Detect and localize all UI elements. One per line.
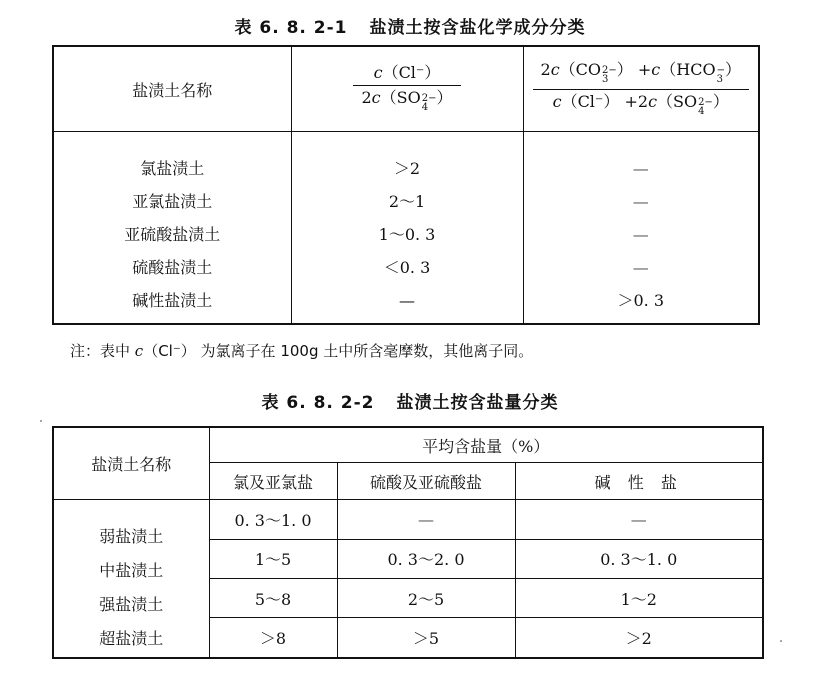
note-ion: （Cl⁻） [143,342,196,360]
scan-speck [40,420,42,422]
ratio2-numerator: 2c （CO 2− 3 ） +c （HCO − 3 ） [533,61,750,90]
scan-speck [780,640,782,642]
table1-header-name: 盐渍土名称 [53,46,291,132]
table2-cell: 0. 3～1. 0 [515,539,763,578]
table2-cell: ＞5 [337,618,515,658]
table1-caption: 盐渍土按含盐化学成分分类 [369,18,586,38]
table1-chemical-classification [52,45,760,325]
table1-number: 表 6. 8. 2-1 [234,18,348,38]
note-text: 为氯离子在 100g 土中所含毫摩数，其他离子同。 [200,342,534,360]
table2-cell: 5～8 [209,579,337,618]
ratio2-denominator: c（Cl⁻） +2c （SO 2− 4 ） [552,91,729,117]
note-c: c [134,342,144,360]
table2-cell: ＞2 [515,618,763,658]
table1-names-column [53,132,291,325]
table1-header-row [53,46,759,132]
table1-title [0,13,820,38]
table2-cell: ＞8 [209,618,337,658]
table1-row-name: 碱性盐渍土 [132,291,213,310]
table2-row-name: 超盐渍土 [99,629,164,649]
table2-group-header: 平均含盐量（%） [209,427,763,463]
table2-cell: 2～5 [337,579,515,618]
table2-header-name: 盐渍土名称 [53,427,209,500]
table1-ratio1-value: 1～0. 3 [378,225,436,244]
table1-ratio2-value: — [632,258,649,277]
table1-ratio2-value: — [632,159,649,178]
table2-header-row-1 [53,427,763,463]
table2-cell: 1～5 [209,539,337,578]
table2-row-name: 中盐渍土 [99,561,164,581]
table2-caption: 盐渍土按含盐量分类 [396,393,559,413]
table1-ratio2-value: ＞0. 3 [617,291,665,310]
table1-row-name: 亚氯盐渍土 [132,192,213,211]
table2-title [0,388,820,413]
table2-names-column [53,500,209,658]
table1-ratio1-value: — [399,291,415,310]
table1-row-name: 亚硫酸盐渍土 [124,225,221,244]
table2-cell: 0. 3～2. 0 [337,539,515,578]
table1-header-ratio2 [523,46,759,132]
table1-ratio1-value: ＜0. 3 [383,258,431,277]
note-prefix: 注：表中 [70,342,131,360]
table2-number: 表 6. 8. 2-2 [261,393,375,413]
table1-ratio2-column [523,132,759,325]
table2-subheader-alkaline: 碱 性 盐 [515,463,763,500]
table1-body-row [53,132,759,325]
ratio1-fraction [353,64,460,114]
table2-cell: 0. 3～1. 0 [209,500,337,539]
table2-row-name: 强盐渍土 [99,595,164,615]
table1-ratio1-value: 2～1 [388,192,426,211]
table1-ratio1-value: ＞2 [393,159,421,178]
table1-ratio2-value: — [632,225,649,244]
table-row [53,500,763,539]
table2-cell: — [515,500,763,539]
table1-ratio1-column [291,132,523,325]
table1-ratio2-value: — [632,192,649,211]
table2-subheader-chloride: 氯及亚氯盐 [209,463,337,500]
table1-header-ratio1 [291,46,523,132]
table2-salt-content-classification [52,426,764,659]
table2-cell: 1～2 [515,579,763,618]
ratio1-numerator: c（Cl⁻） [353,64,460,86]
ratio1-denominator: 2c （SO 2− 4 ） [361,88,453,114]
table1-row-name: 氯盐渍土 [140,159,205,178]
table2-cell: — [337,500,515,539]
table2-row-name: 弱盐渍土 [99,527,164,547]
table1-note [70,340,533,361]
table2-subheader-sulfate: 硫酸及亚硫酸盐 [337,463,515,500]
table1-row-name: 硫酸盐渍土 [132,258,213,277]
ratio2-fraction [533,61,750,118]
